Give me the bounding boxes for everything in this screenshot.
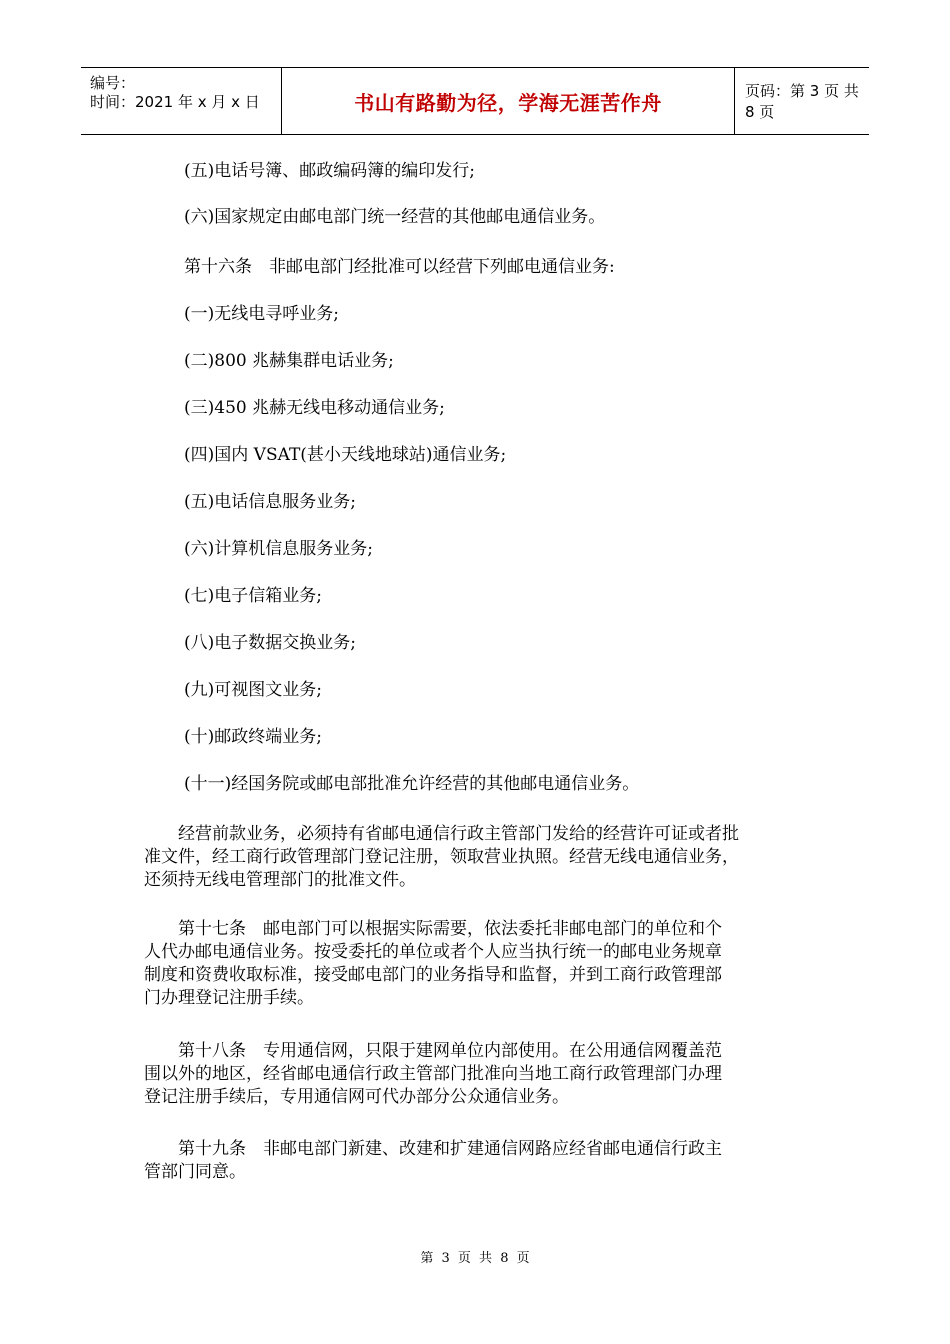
list-item: (八)电子数据交换业务; <box>184 633 356 653</box>
paragraph-line: 第十八条 专用通信网，只限于建网单位内部使用。在公用通信网覆盖范 <box>144 1041 722 1061</box>
header-meta <box>81 68 281 134</box>
list-item: (二)800 兆赫集群电话业务; <box>184 351 394 371</box>
paragraph-line: 第十九条 非邮电部门新建、改建和扩建通信网路应经省邮电通信行政主 <box>144 1139 722 1159</box>
body-paragraph <box>144 1040 804 1109</box>
paragraph-line: 管部门同意。 <box>144 1162 246 1182</box>
list-item: (三)450 兆赫无线电移动通信业务; <box>184 398 445 418</box>
paragraph-line: 经营前款业务，必须持有省邮电通信行政主管部门发给的经营许可证或者批 <box>144 824 739 844</box>
list-item: (六)国家规定由邮电部门统一经营的其他邮电通信业务。 <box>184 207 606 227</box>
list-item: (一)无线电寻呼业务; <box>184 304 339 324</box>
paragraph-line: 围以外的地区，经省邮电通信行政主管部门批准向当地工商行政管理部门办理 <box>144 1064 722 1084</box>
paragraph-line: 准文件，经工商行政管理部门登记注册，领取营业执照。经营无线电通信业务， <box>144 847 739 867</box>
page-label: 页码：第 3 页 共 8 页 <box>745 82 859 121</box>
article-heading: 第十六条 非邮电部门经批准可以经营下列邮电通信业务: <box>184 257 615 277</box>
paragraph-line: 门办理登记注册手续。 <box>144 988 314 1008</box>
body-paragraph <box>144 1138 804 1184</box>
list-item: (五)电话号簿、邮政编码簿的编印发行; <box>184 161 475 181</box>
paragraph-line: 人代办邮电通信业务。按受委托的单位或者个人应当执行统一的邮电业务规章 <box>144 942 722 962</box>
paragraph-line: 还须持无线电管理部门的批准文件。 <box>144 870 416 890</box>
paragraph-line: 第十七条 邮电部门可以根据实际需要，依法委托非邮电部门的单位和个 <box>144 919 722 939</box>
number-label: 编号： <box>90 74 136 92</box>
page-footer: 第 3 页 共 8 页 <box>420 1251 530 1266</box>
body-paragraph <box>144 823 804 892</box>
time-label: 时间：2021 年 x 月 x 日 <box>90 93 260 111</box>
list-item: (四)国内 VSAT(甚小天线地球站)通信业务; <box>184 445 507 465</box>
list-item: (九)可视图文业务; <box>184 680 322 700</box>
paragraph-line: 制度和资费收取标准，接受邮电部门的业务指导和监督，并到工商行政管理部 <box>144 965 722 985</box>
body-paragraph <box>144 918 804 1010</box>
list-item: (七)电子信箱业务; <box>184 586 322 606</box>
motto: 书山有路勤为径，学海无涯苦作舟 <box>354 90 662 115</box>
list-item: (五)电话信息服务业务; <box>184 492 356 512</box>
header-motto-cell <box>281 68 735 134</box>
list-item: (十一)经国务院或邮电部批准允许经营的其他邮电通信业务。 <box>184 774 640 794</box>
header-page-cell <box>735 68 869 134</box>
page-header <box>81 67 869 135</box>
paragraph-line: 登记注册手续后，专用通信网可代办部分公众通信业务。 <box>144 1087 569 1107</box>
list-item: (十)邮政终端业务; <box>184 727 322 747</box>
list-item: (六)计算机信息服务业务; <box>184 539 373 559</box>
